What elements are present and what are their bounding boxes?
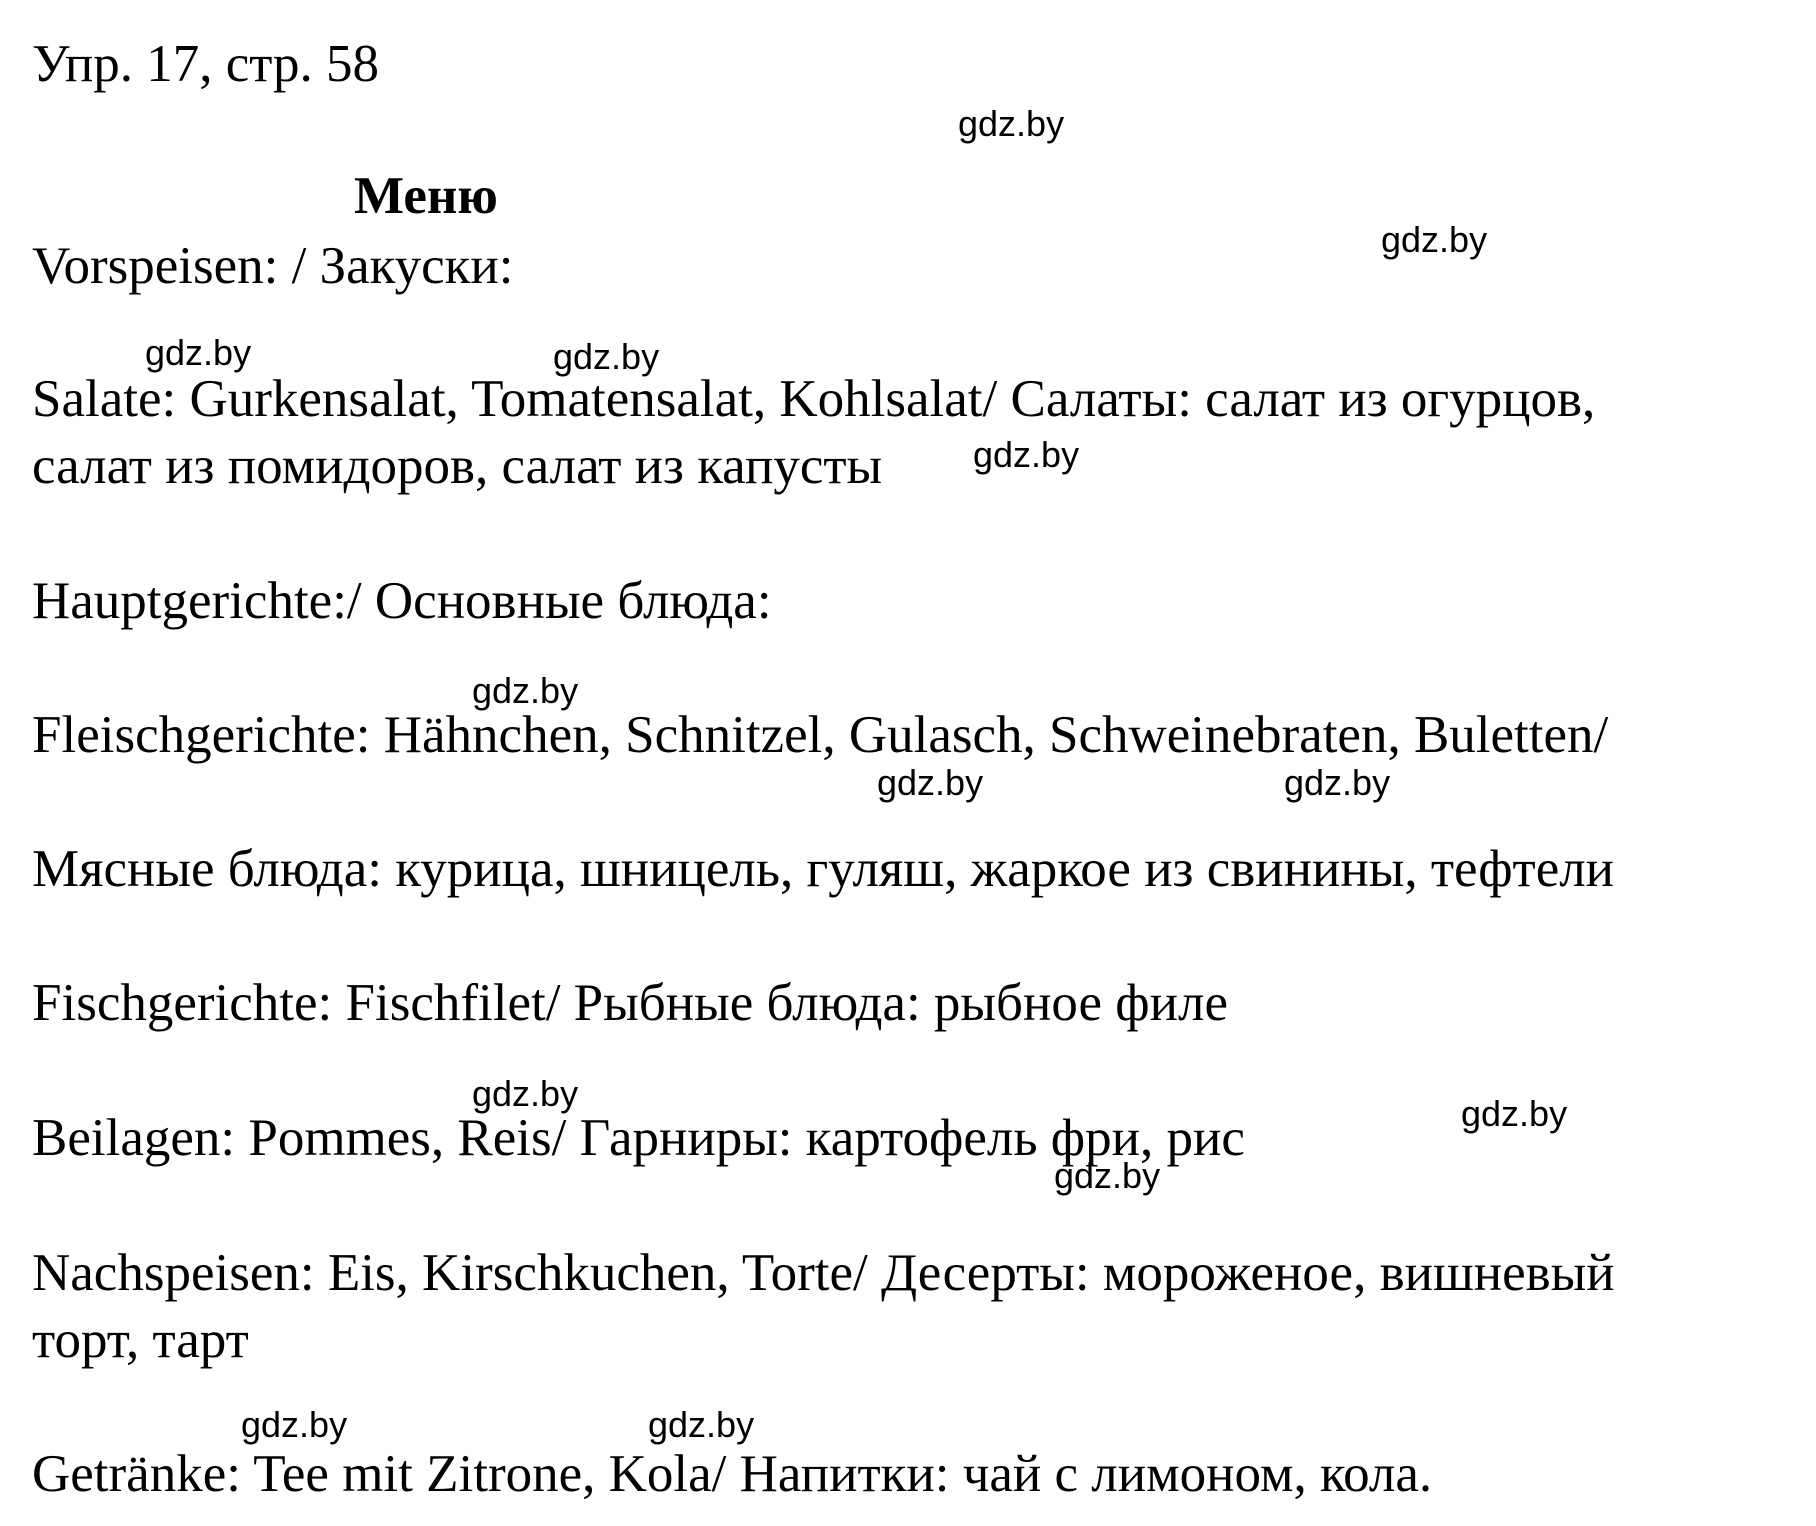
menu-line: Fischgerichte: Fischfilet/ Рыбные блюда: рыбное филе	[32, 974, 1228, 1032]
menu-line: салат из помидоров, салат из капусты	[32, 437, 883, 495]
watermark: gdz.by	[145, 332, 252, 373]
menu-line: Vorspeisen: / Закуски:	[32, 237, 514, 295]
watermark: gdz.by	[973, 434, 1080, 475]
watermark: gdz.by	[553, 336, 660, 377]
menu-line: Hauptgerichte:/ Основные блюда:	[32, 572, 772, 630]
watermark: gdz.by	[1054, 1155, 1161, 1196]
menu-line: Мясные блюда: курица, шницель, гуляш, жаркое из свинины, тефтели	[32, 840, 1615, 898]
exercise-header: Упр. 17, стр. 58	[32, 35, 380, 93]
menu-title: Меню	[354, 167, 498, 225]
watermark: gdz.by	[648, 1404, 755, 1445]
menu-line: Nachspeisen: Eis, Kirschkuchen, Torte/ Десерты: мороженое, вишневый	[32, 1244, 1615, 1302]
watermark: gdz.by	[472, 1073, 579, 1114]
watermark: gdz.by	[1461, 1093, 1568, 1134]
menu-line: Getränke: Tee mit Zitrone, Kola/ Напитки: чай с лимоном, кола.	[32, 1445, 1433, 1503]
watermark: gdz.by	[1381, 219, 1488, 260]
watermark: gdz.by	[241, 1404, 348, 1445]
watermark: gdz.by	[958, 103, 1065, 144]
watermark: gdz.by	[1284, 762, 1391, 803]
menu-line: Salate: Gurkensalat, Tomatensalat, Kohlsalat/ Салаты: салат из огурцов,	[32, 370, 1596, 428]
menu-line: Fleischgerichte: Hähnchen, Schnitzel, Gulasch, Schweinebraten, Buletten/	[32, 706, 1609, 764]
watermark: gdz.by	[877, 762, 984, 803]
watermark: gdz.by	[472, 670, 579, 711]
menu-line: торт, тарт	[32, 1311, 249, 1369]
menu-line: Beilagen: Pommes, Reis/ Гарниры: картофель фри, рис	[32, 1109, 1245, 1167]
